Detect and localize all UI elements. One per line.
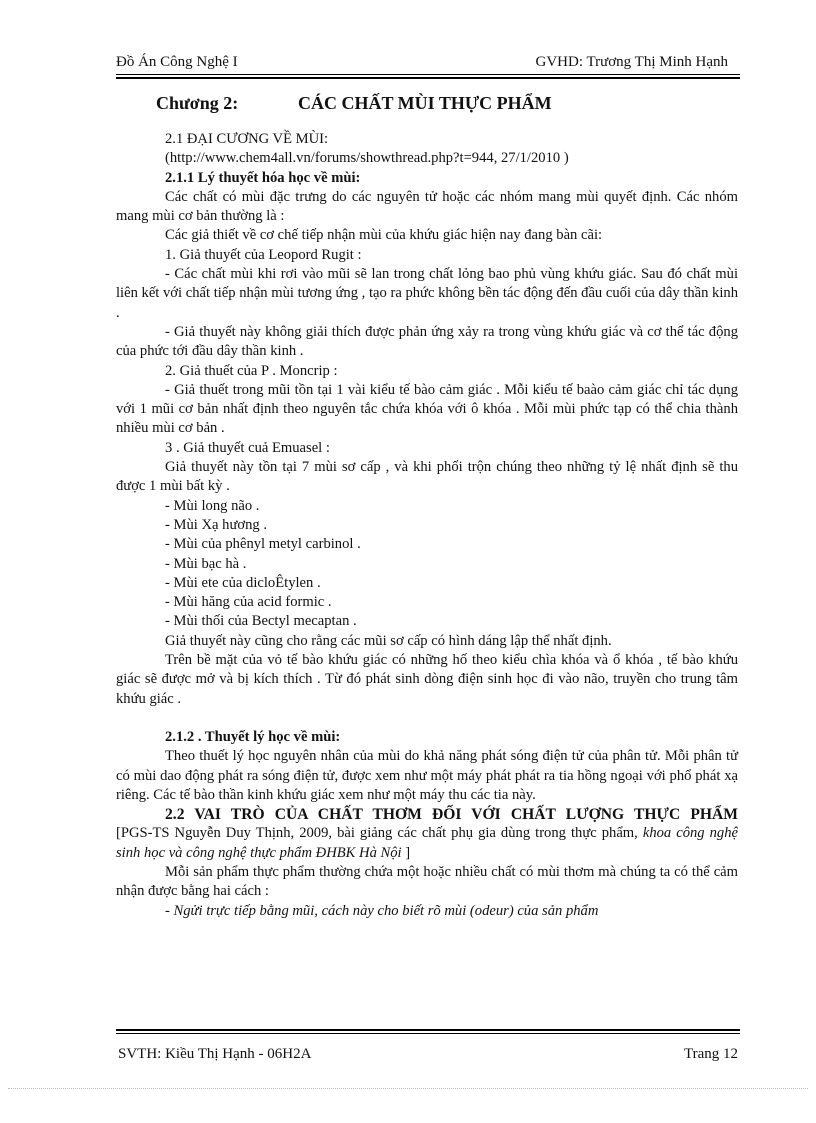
- paragraph: Giả thuyết này cũng cho rằng các mũi sơ cấp có hình dáng lập thể nhất định.: [165, 632, 612, 649]
- list-item: - Mùi thối của Bectyl mecaptan .: [165, 613, 357, 630]
- spacer: [116, 709, 738, 728]
- footer-rule-thin: [116, 1033, 740, 1034]
- paragraph: Giả thuyết này tồn tại 7 mùi sơ cấp , và khi phối trộn chúng theo những tỷ lệ nhất định sẽ thu được 1 mùi bất kỳ .: [116, 459, 738, 495]
- paragraph: Mỗi sản phẩm thực phẩm thường chứa một hoặc nhiều chất có mùi thơm mà chúng ta có thể cảm nhận được bằng hai cách :: [116, 863, 738, 900]
- header-supervisor: GVHD: Trương Thị Minh Hạnh: [535, 54, 728, 70]
- paragraph: Các giả thiết về cơ chế tiếp nhận mùi của khứu giác hiện nay đang bàn cãi:: [165, 227, 603, 244]
- header-rule-thin: [116, 74, 740, 75]
- reference-text: [PGS-TS Nguyễn Duy Thịnh, 2009, bài giảng các chất phụ gia dùng trong thực phẩm,: [116, 825, 643, 842]
- hypothesis-heading: 3 . Giả thuyết cuả Emuasel :: [165, 439, 330, 456]
- reference-institution: khoa công nghệ sinh học và công nghệ thực phẩm ĐHBK Hà Nội: [116, 825, 738, 861]
- header-rule-thick: [116, 77, 740, 79]
- chapter-title: CÁC CHẤT MÙI THỰC PHẨM: [298, 93, 552, 113]
- chapter-label: Chương 2:: [156, 93, 239, 113]
- paragraph: Theo thuết lý học nguyên nhân của mùi do khả năng phát sóng điện tử của phân tử. Mỗi phân tử có mùi dao động phát ra sóng điện tử, được xem như một máy phát phát ra tia hồng ngoại với phổ phát xạ riêng. Các tế bào thần kinh khứu giác xem như một máy thu các tia này.: [116, 748, 738, 803]
- section-2-2-reference: [116, 824, 738, 863]
- hypothesis-heading: 1. Giả thuyết của Leopord Rugit :: [165, 246, 362, 263]
- list-item: - Mùi bạc hà .: [165, 555, 247, 572]
- section-2-1-2-heading: 2.1.2 . Thuyết lý học về mùi:: [165, 728, 341, 745]
- paragraph: - Các chất mùi khi rơi vào mũi sẽ lan trong chất lỏng bao phủ vùng khứu giác. Sau đó chất mùi liên kết với chất tiếp nhận mùi tương ứng , tạo ra phức không bền tác động đến đầu cuối của dây thần kinh .: [116, 266, 738, 321]
- section-2-1-heading: 2.1 ĐẠI CƯƠNG VỀ MÙI:: [165, 131, 329, 147]
- reference-bracket: ]: [401, 844, 411, 861]
- footer-rule-thick: [116, 1029, 740, 1031]
- paragraph: - Giả thuyết này không giải thích được phản ứng xảy ra trong vùng khứu giác và cơ thể tác động của phức tới đầu dây thần kinh .: [116, 323, 738, 360]
- paragraph: - Giả thuết trong mũi tồn tại 1 vài kiểu tế bào cảm giác . Mỗi kiểu tế baào cảm giác chỉ tác dụng với 1 mũi cơ bản nhất định theo nguyên tắc chứa khóa với ô khóa . Mỗi mùi phức tạp có thể chia thành nhiều mùi cơ bản .: [116, 381, 738, 437]
- list-item: - Mùi ete của dicloÊtylen .: [165, 574, 321, 591]
- chapter-heading: [156, 92, 552, 114]
- footer-student: SVTH: Kiều Thị Hạnh - 06H2A: [118, 1046, 312, 1062]
- body-text: [116, 130, 738, 921]
- list-item: - Mùi Xạ hương .: [165, 516, 267, 533]
- page-break-line: [8, 1088, 808, 1089]
- paragraph: Trên bề mặt của vỏ tế bào khứu giác có những hố theo kiểu chìa khóa và ổ khóa , tế bào khứu giác sẽ được mở và bị kích thích . Từ đó phát sinh dòng điện sinh học đi vào não, truyền cho trung tâm khứu giác .: [116, 652, 738, 707]
- list-item: - Mùi của phênyl metyl carbinol .: [165, 536, 361, 553]
- list-item: - Mùi hăng của acid formic .: [165, 594, 332, 611]
- section-2-2-heading: 2.2 VAI TRÒ CỦA CHẤT THƠM ĐỐI VỚI CHẤT LƯỢNG THỰC PHẨM: [165, 806, 738, 824]
- paragraph: Các chất có mùi đặc trưng do các nguyên tử hoặc các nhóm mang mùi quyết định. Các nhóm mang mùi cơ bản thường là :: [116, 188, 738, 225]
- hypothesis-heading: 2. Giả thuết của P . Moncrip :: [165, 362, 338, 379]
- paragraph-italic: - Ngửi trực tiếp bằng mũi, cách này cho biết rõ mùi (odeur) của sản phẩm: [165, 902, 599, 919]
- section-2-1-1-heading: 2.1.1 Lý thuyết hóa học về mùi:: [165, 169, 361, 186]
- list-item: - Mùi long não .: [165, 497, 260, 514]
- footer-page-number: Trang 12: [683, 1046, 738, 1062]
- header-project-title: Đồ Án Công Nghệ I: [116, 54, 238, 70]
- section-2-1-source: (http://www.chem4all.vn/forums/showthread.php?t=944, 27/1/2010 ): [165, 150, 569, 167]
